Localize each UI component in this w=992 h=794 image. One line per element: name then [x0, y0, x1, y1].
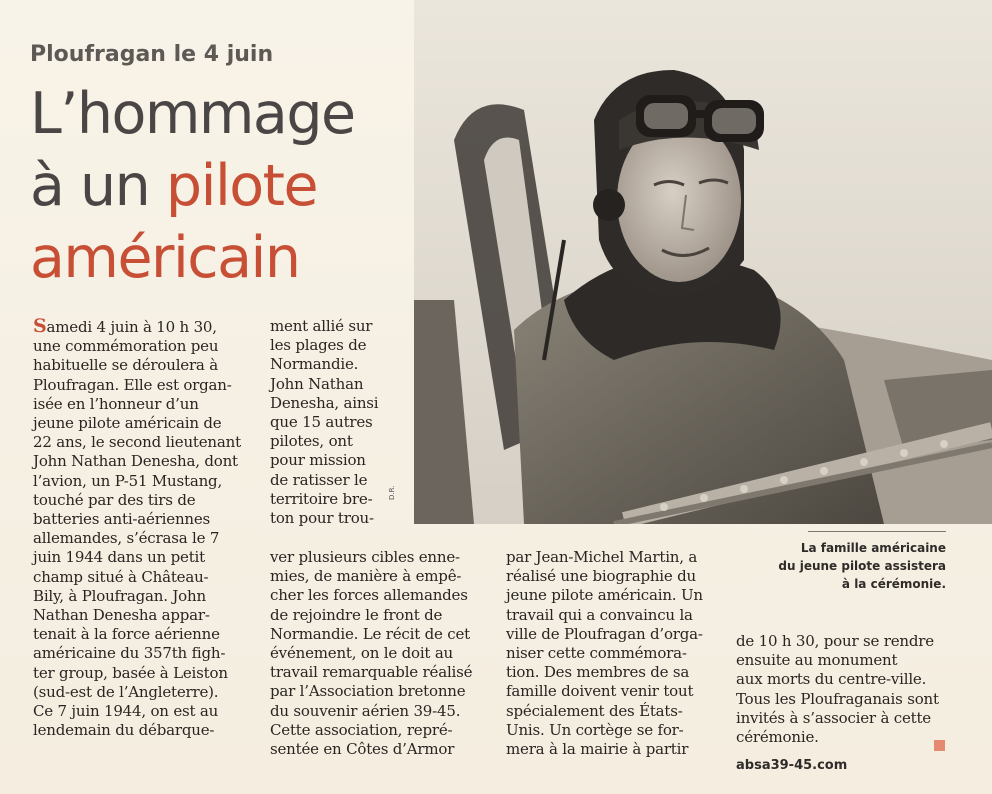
article-kicker: Ploufragan le 4 juin	[30, 42, 274, 67]
headline-line-2-accent: pilote	[165, 153, 318, 219]
website-link[interactable]: absa39-45.com	[736, 758, 848, 773]
headline-line-2-prefix: à un	[30, 153, 166, 219]
article-column-4: par Jean-Michel Martin, a réalisé une biographie du jeune pilote américain. Un travail qui a convaincu la ville de Ploufragan d’orga- niser cette commémora- tion. Des membres de sa famille doivent venir tout spécialement des États- Unis. Un cortège se for- mera à la mairie à partir	[506, 548, 703, 759]
photo-credit: D.R.	[388, 485, 396, 500]
dropcap: S	[33, 315, 47, 337]
pilot-photo	[414, 0, 992, 524]
article-column-1	[33, 317, 247, 740]
column-1-text: amedi 4 juin à 10 h 30, une commémoration peu habituelle se déroulera à Ploufragan. Elle est organ- isée en l’honneur d’un jeune pilote américain de 22 ans, le second lieutenant John Nathan Denesha, dont l’avion, un P-51 Mustang, touché par des tirs de batteries anti-aériennes allemandes, s’écrasa le 7 juin 1944 dans un petit champ situé à Château- Bily, à Ploufragan. John Nathan Denesha appar- tenait à la force aérienne américaine du 357th figh- ter group, basée à Leiston (sud-est de l’Angleterre). Ce 7 juin 1944, on est au lendemain du débarque-	[33, 318, 241, 740]
caption-rule	[808, 531, 946, 532]
article-column-5: de 10 h 30, pour se rendre ensuite au monument aux morts du centre-ville. Tous les Ploufraganais sont invités à s’associer à cette cérémonie.	[736, 632, 939, 747]
article-column-3: ver plusieurs cibles enne- mies, de manière à empê- cher les forces allemandes de rejoindre le front de Normandie. Le récit de cet événement, on le doit au travail remarquable réalisé par l’Association bretonne du souvenir aérien 39-45. Cette association, repré- sentée en Côtes d’Armor	[270, 548, 473, 759]
article-headline	[30, 78, 410, 294]
article-column-2: ment allié sur les plages de Normandie. John Nathan Denesha, ainsi que 15 autres pilotes, ont pour mission de ratisser le territoire bre- ton pour trou-	[270, 317, 379, 528]
article-end-square	[934, 740, 945, 751]
pilot-photo-illustration	[414, 0, 992, 524]
headline-line-1: L’hommage	[30, 81, 355, 147]
photo-caption: La famille américaine du jeune pilote assistera à la cérémonie.	[778, 541, 946, 591]
headline-line-2	[30, 150, 410, 222]
headline-line-3: américain	[30, 225, 300, 291]
